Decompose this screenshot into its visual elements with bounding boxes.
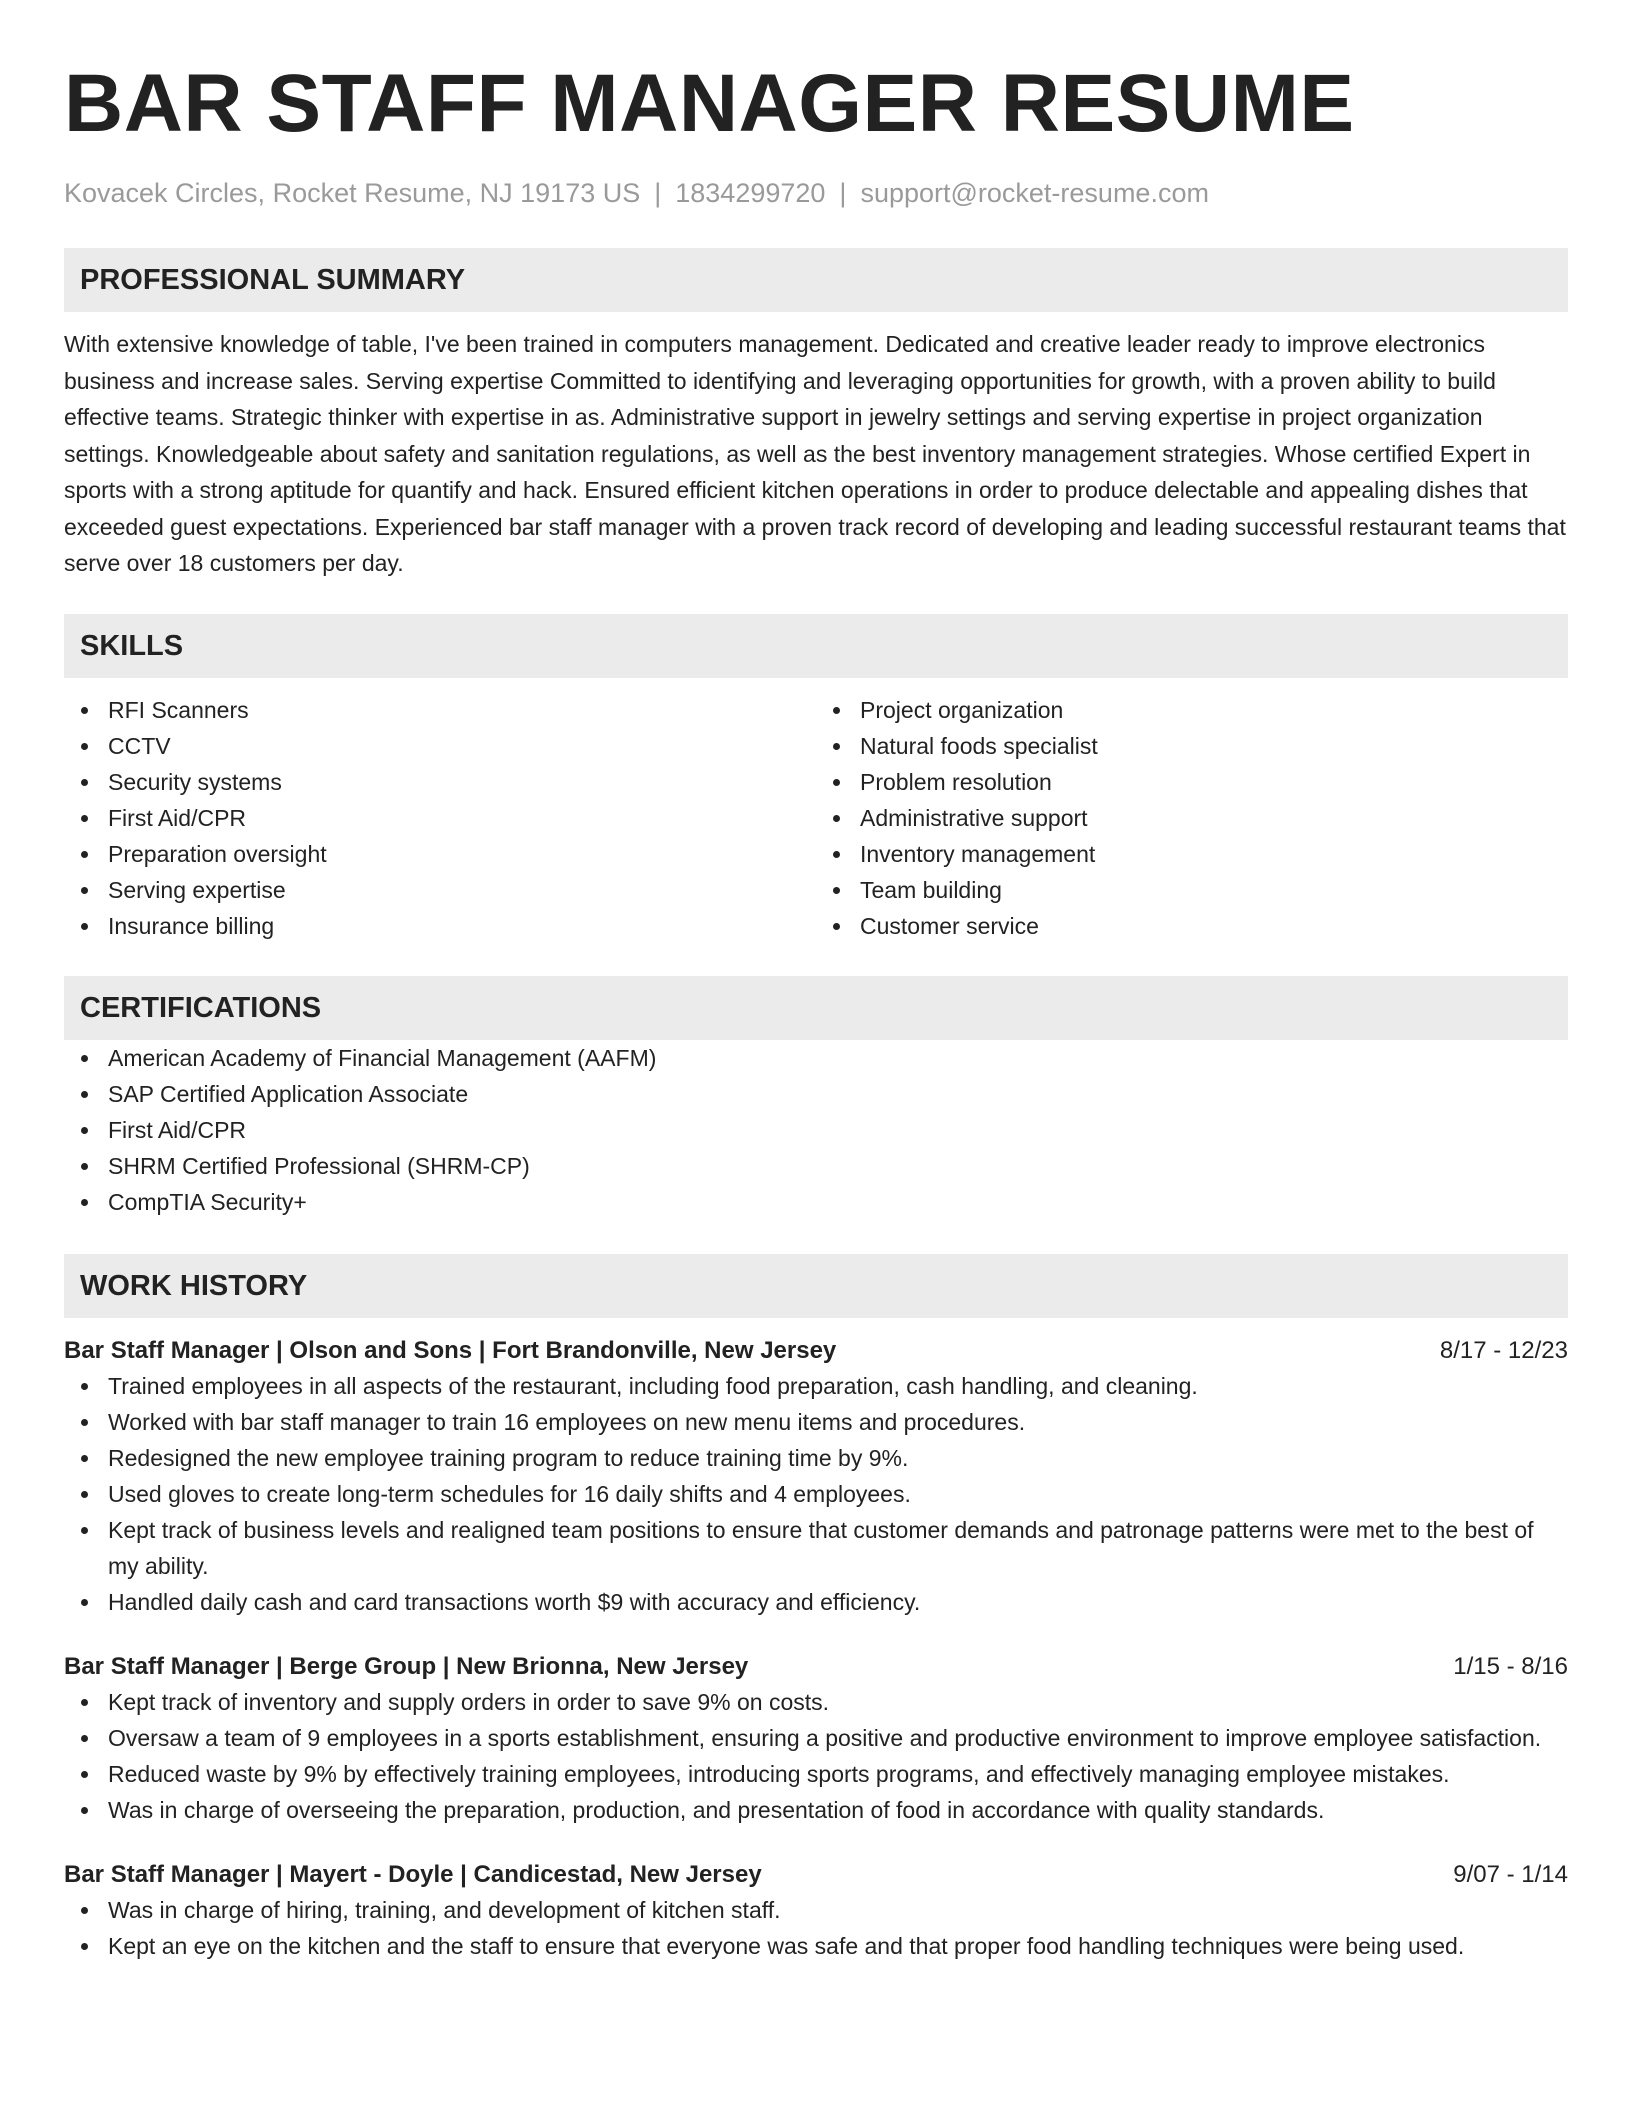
job-bullet: Worked with bar staff manager to train 16 employees on new menu items and procedures. [64, 1404, 1568, 1440]
contact-separator: | [839, 178, 847, 208]
skill-item: First Aid/CPR [64, 800, 816, 836]
skill-item: CCTV [64, 728, 816, 764]
summary-text: With extensive knowledge of table, I've been trained in computers management. Dedicated and creative leader ready to improve electronics business and increase sales. Serving expertise Committed to identifying and leveraging opportunities for growth, with a proven ability to build effective teams. Strategic thinker with expertise in as. Administrative support in jewelry settings and serving expertise in project organization settings. Knowledgeable about safety and sanitation regulations, as well as the best inventory management strategies. Whose certified Expert in sports with a strong aptitude for quantify and hack. Ensured efficient kitchen operations in order to produce delectable and appealing dishes that exceeded guest expectations. Experienced bar staff manager with a proven track record of developing and leading successful restaurant teams that serve over 18 customers per day. [64, 331, 1566, 576]
job-bullet: Handled daily cash and card transactions worth $9 with accuracy and efficiency. [64, 1584, 1568, 1620]
job-bullet-list [64, 1892, 1568, 1964]
certification-item: CompTIA Security+ [64, 1184, 1568, 1220]
job-dates: 1/15 - 8/16 [1453, 1652, 1568, 1680]
skill-item: Inventory management [816, 836, 1568, 872]
job-header [64, 1650, 1568, 1684]
job-bullet: Trained employees in all aspects of the restaurant, including food preparation, cash handling, and cleaning. [64, 1368, 1568, 1404]
skill-item: Project organization [816, 692, 1568, 728]
skill-item: Customer service [816, 908, 1568, 944]
section-header-certifications: CERTIFICATIONS [64, 976, 1568, 1040]
skills-list-left [64, 692, 816, 944]
certification-item: American Academy of Financial Management (AAFM) [64, 1040, 1568, 1076]
job-entry [64, 1334, 1568, 1620]
job-bullet: Used gloves to create long-term schedules for 16 daily shifts and 4 employees. [64, 1476, 1568, 1512]
certifications-list [64, 1040, 1568, 1220]
section-header-work-history: WORK HISTORY [64, 1254, 1568, 1318]
skill-item: Insurance billing [64, 908, 816, 944]
job-bullet-list [64, 1684, 1568, 1828]
section-header-skills: SKILLS [64, 614, 1568, 678]
contact-email: support@rocket-resume.com [860, 178, 1209, 208]
job-bullet: Kept track of inventory and supply orders in order to save 9% on costs. [64, 1684, 1568, 1720]
section-header-summary: PROFESSIONAL SUMMARY [64, 248, 1568, 312]
job-dates: 9/07 - 1/14 [1453, 1860, 1568, 1888]
job-bullet: Oversaw a team of 9 employees in a sports establishment, ensuring a positive and productive environment to improve employee satisfaction. [64, 1720, 1568, 1756]
job-bullet: Kept an eye on the kitchen and the staff to ensure that everyone was safe and that proper food handling techniques were being used. [64, 1928, 1568, 1964]
skill-item: Team building [816, 872, 1568, 908]
contact-separator: | [654, 178, 662, 208]
job-entry [64, 1650, 1568, 1828]
skill-item: Problem resolution [816, 764, 1568, 800]
skill-item: Serving expertise [64, 872, 816, 908]
skill-item: Security systems [64, 764, 816, 800]
job-header [64, 1858, 1568, 1892]
skills-list-right [816, 692, 1568, 944]
certification-item: First Aid/CPR [64, 1112, 1568, 1148]
skill-item: Natural foods specialist [816, 728, 1568, 764]
skill-item: Preparation oversight [64, 836, 816, 872]
contact-address: Kovacek Circles, Rocket Resume, NJ 19173 US [64, 178, 641, 208]
job-bullet: Was in charge of hiring, training, and development of kitchen staff. [64, 1892, 1568, 1928]
skill-item: Administrative support [816, 800, 1568, 836]
job-bullet: Was in charge of overseeing the preparation, production, and presentation of food in accordance with quality standards. [64, 1792, 1568, 1828]
skill-item: RFI Scanners [64, 692, 816, 728]
job-title: Bar Staff Manager | Berge Group | New Brionna, New Jersey [64, 1652, 749, 1680]
job-title: Bar Staff Manager | Olson and Sons | Fort Brandonville, New Jersey [64, 1336, 837, 1364]
skills-grid [64, 692, 1568, 944]
certification-item: SHRM Certified Professional (SHRM-CP) [64, 1148, 1568, 1184]
job-bullet-list [64, 1368, 1568, 1620]
job-header [64, 1334, 1568, 1368]
job-bullet: Redesigned the new employee training program to reduce training time by 9%. [64, 1440, 1568, 1476]
job-bullet: Reduced waste by 9% by effectively training employees, introducing sports programs, and effectively managing employee mistakes. [64, 1756, 1568, 1792]
certification-item: SAP Certified Application Associate [64, 1076, 1568, 1112]
job-entry [64, 1858, 1568, 1964]
job-title: Bar Staff Manager | Mayert - Doyle | Candicestad, New Jersey [64, 1860, 762, 1888]
skills-column-right [816, 692, 1568, 944]
contact-phone: 1834299720 [675, 178, 826, 208]
resume-title: BAR STAFF MANAGER RESUME [64, 58, 1355, 149]
job-bullet: Kept track of business levels and realigned team positions to ensure that customer demands and patronage patterns were met to the best of my ability. [64, 1512, 1568, 1584]
job-dates: 8/17 - 12/23 [1439, 1336, 1568, 1364]
contact-line [64, 176, 1568, 210]
skills-column-left [64, 692, 816, 944]
